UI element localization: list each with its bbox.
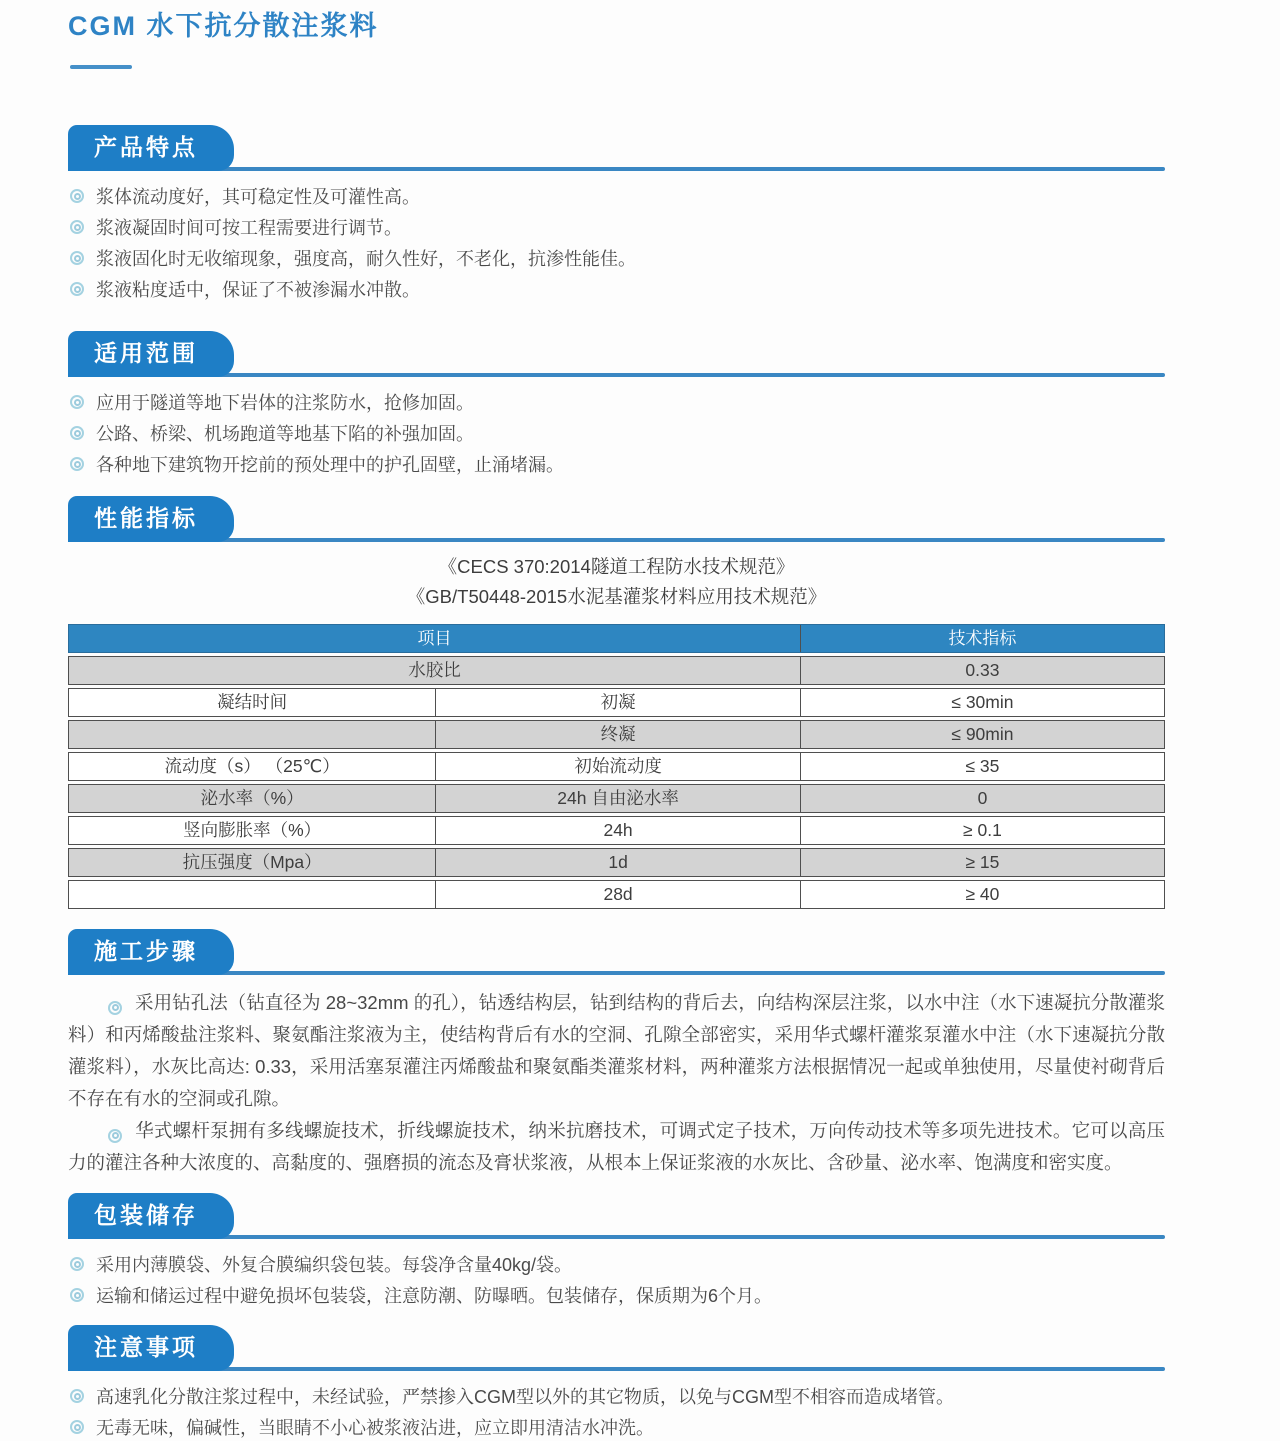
list-item-text: 浆液固化时无收缩现象，强度高，耐久性好，不老化，抗渗性能佳。 <box>96 249 636 269</box>
cell-value: ≤ 30min <box>800 689 1164 716</box>
list-item <box>68 215 1165 241</box>
list-item <box>68 1384 1165 1410</box>
cell-value: ≥ 0.1 <box>800 817 1164 844</box>
list-item <box>68 421 1165 447</box>
section-rule <box>68 373 1165 377</box>
section-header <box>68 929 1165 975</box>
features-list <box>68 184 1165 303</box>
section-header <box>68 1325 1165 1371</box>
double-circle-bullet-icon <box>70 395 84 409</box>
cell-item: 泌水率（%） <box>200 788 304 808</box>
list-item-text: 浆液粘度适中，保证了不被渗漏水冲散。 <box>96 280 420 300</box>
paragraph <box>68 987 1165 1115</box>
standards-block <box>68 552 1165 612</box>
scope-list <box>68 390 1165 478</box>
cell-value: 0 <box>800 785 1164 812</box>
double-circle-bullet-icon <box>70 457 84 471</box>
standard-reference: 《CECS 370:2014隧道工程防水技术规范》 <box>438 556 795 577</box>
double-circle-bullet-icon <box>70 1420 84 1434</box>
cell-value: ≥ 40 <box>800 881 1164 908</box>
list-item <box>68 277 1165 303</box>
double-circle-bullet-icon <box>70 1389 84 1403</box>
cell-item: 流动度（s） （25℃） <box>164 756 340 776</box>
list-item <box>68 246 1165 272</box>
list-item-text: 采用内薄膜袋、外复合膜编织袋包装。每袋净含量40kg/袋。 <box>96 1255 573 1275</box>
cell-sub: 初凝 <box>435 689 800 716</box>
title-underline <box>70 65 132 69</box>
list-item-text: 公路、桥梁、机场跑道等地基下陷的补强加固。 <box>96 424 474 444</box>
list-item-text: 运输和储运过程中避免损坏包装袋，注意防潮、防曝晒。包装储存，保质期为6个月。 <box>96 1286 773 1306</box>
column-header-index: 技术指标 <box>800 625 1164 652</box>
list-item-text: 应用于隧道等地下岩体的注浆防水，抢修加固。 <box>96 393 474 413</box>
section-construction <box>68 929 1165 1179</box>
cell-sub: 初始流动度 <box>435 753 800 780</box>
section-badge-notes: 注意事项 <box>68 1325 234 1371</box>
section-header <box>68 331 1165 377</box>
table-row <box>68 720 1165 749</box>
list-item <box>68 184 1165 210</box>
list-item <box>68 1252 1165 1278</box>
section-rule <box>68 1367 1165 1371</box>
cell-sub: 1d <box>435 849 800 876</box>
double-circle-bullet-icon <box>70 189 84 203</box>
cell-item <box>69 881 435 908</box>
cell-sub: 终凝 <box>435 721 800 748</box>
section-rule <box>68 167 1165 171</box>
cell-item: 凝结时间 <box>217 692 288 712</box>
section-notes <box>68 1325 1165 1441</box>
cell-item: 水胶比 <box>408 660 461 680</box>
packaging-list <box>68 1252 1165 1309</box>
section-badge-packaging: 包装储存 <box>68 1193 234 1239</box>
paragraph-text: 华式螺杆泵拥有多线螺旋技术，折线螺旋技术，纳米抗磨技术，可调式定子技术，万向传动技术等多项先进技术。它可以高压力的灌注各种大浓度的、高黏度的、强磨损的流态及膏状浆液，从根本上保证浆液的水灰比、含砂量、泌水率、饱满度和密实度。 <box>68 1120 1165 1173</box>
double-circle-bullet-icon <box>70 220 84 234</box>
list-item <box>68 390 1165 416</box>
cell-value: ≤ 35 <box>800 753 1164 780</box>
table-row <box>68 688 1165 717</box>
double-circle-bullet-icon <box>70 282 84 296</box>
list-item-text: 浆体流动度好，其可稳定性及可灌性高。 <box>96 187 420 207</box>
cell-item: 抗压强度（Mpa） <box>182 852 322 872</box>
spec-table <box>68 624 1165 909</box>
table-row <box>68 656 1165 685</box>
section-header <box>68 496 1165 542</box>
list-item-text: 浆液凝固时间可按工程需要进行调节。 <box>96 218 402 238</box>
list-item-text: 高速乳化分散注浆过程中，未经试验，严禁掺入CGM型以外的其它物质，以免与CGM型不相容而造成堵管。 <box>96 1387 954 1407</box>
double-circle-bullet-icon <box>70 1288 84 1302</box>
section-rule <box>68 1235 1165 1239</box>
list-item <box>68 1283 1165 1309</box>
paragraph-text: 采用钻孔法（钻直径为 28~32mm 的孔），钻透结构层，钻到结构的背后去，向结构深层注浆，以水中注（水下速凝抗分散灌浆料）和丙烯酸盐注浆料、聚氨酯注浆液为主，使结构背后有水的空洞、孔隙全部密实，采用华式螺杆灌浆泵灌水中注（水下速凝抗分散灌浆料），水灰比高达: 0.33，采用活塞泵灌注丙烯酸盐和聚氨酯类灌浆材料，两种灌浆方法根据情况一起或单独使用，尽量使衬砌背后不存在有水的空洞或孔隙。 <box>68 992 1165 1109</box>
cell-item <box>69 721 435 748</box>
table-row <box>68 816 1165 845</box>
table-row <box>68 848 1165 877</box>
table-row <box>68 752 1165 781</box>
cell-sub: 24h 自由泌水率 <box>435 785 800 812</box>
standard-reference: 《GB/T50448-2015水泥基灌浆材料应用技术规范》 <box>406 586 827 607</box>
section-features <box>68 125 1165 303</box>
cell-value: 0.33 <box>800 657 1164 684</box>
section-packaging <box>68 1193 1165 1309</box>
construction-paragraphs <box>68 987 1165 1179</box>
cell-value: ≤ 90min <box>800 721 1164 748</box>
cell-value: ≥ 15 <box>800 849 1164 876</box>
section-badge-features: 产品特点 <box>68 125 234 171</box>
page-title: CGM 水下抗分散注浆料 <box>68 11 379 41</box>
cell-item: 竖向膨胀率（%） <box>183 820 322 840</box>
paragraph <box>68 1115 1165 1179</box>
section-header <box>68 125 1165 171</box>
section-header <box>68 1193 1165 1239</box>
cell-sub: 24h <box>435 817 800 844</box>
section-scope <box>68 331 1165 478</box>
table-header-row <box>68 624 1165 653</box>
table-row <box>68 880 1165 909</box>
section-rule <box>68 538 1165 542</box>
section-rule <box>68 971 1165 975</box>
cell-sub: 28d <box>435 881 800 908</box>
table-row <box>68 784 1165 813</box>
column-header-item: 项目 <box>417 629 452 648</box>
list-item <box>68 452 1165 478</box>
double-circle-bullet-icon <box>70 1257 84 1271</box>
list-item <box>68 1415 1165 1441</box>
double-circle-bullet-icon <box>108 1001 122 1015</box>
section-performance <box>68 496 1165 909</box>
section-badge-construction: 施工步骤 <box>68 929 234 975</box>
section-badge-scope: 适用范围 <box>68 331 234 377</box>
list-item-text: 各种地下建筑物开挖前的预处理中的护孔固壁，止涌堵漏。 <box>96 455 564 475</box>
section-badge-performance: 性能指标 <box>68 496 234 542</box>
notes-list <box>68 1384 1165 1441</box>
double-circle-bullet-icon <box>70 426 84 440</box>
double-circle-bullet-icon <box>70 251 84 265</box>
double-circle-bullet-icon <box>108 1129 122 1143</box>
list-item-text: 无毒无味，偏碱性，当眼睛不小心被浆液沾进，应立即用清洁水冲洗。 <box>96 1418 654 1438</box>
